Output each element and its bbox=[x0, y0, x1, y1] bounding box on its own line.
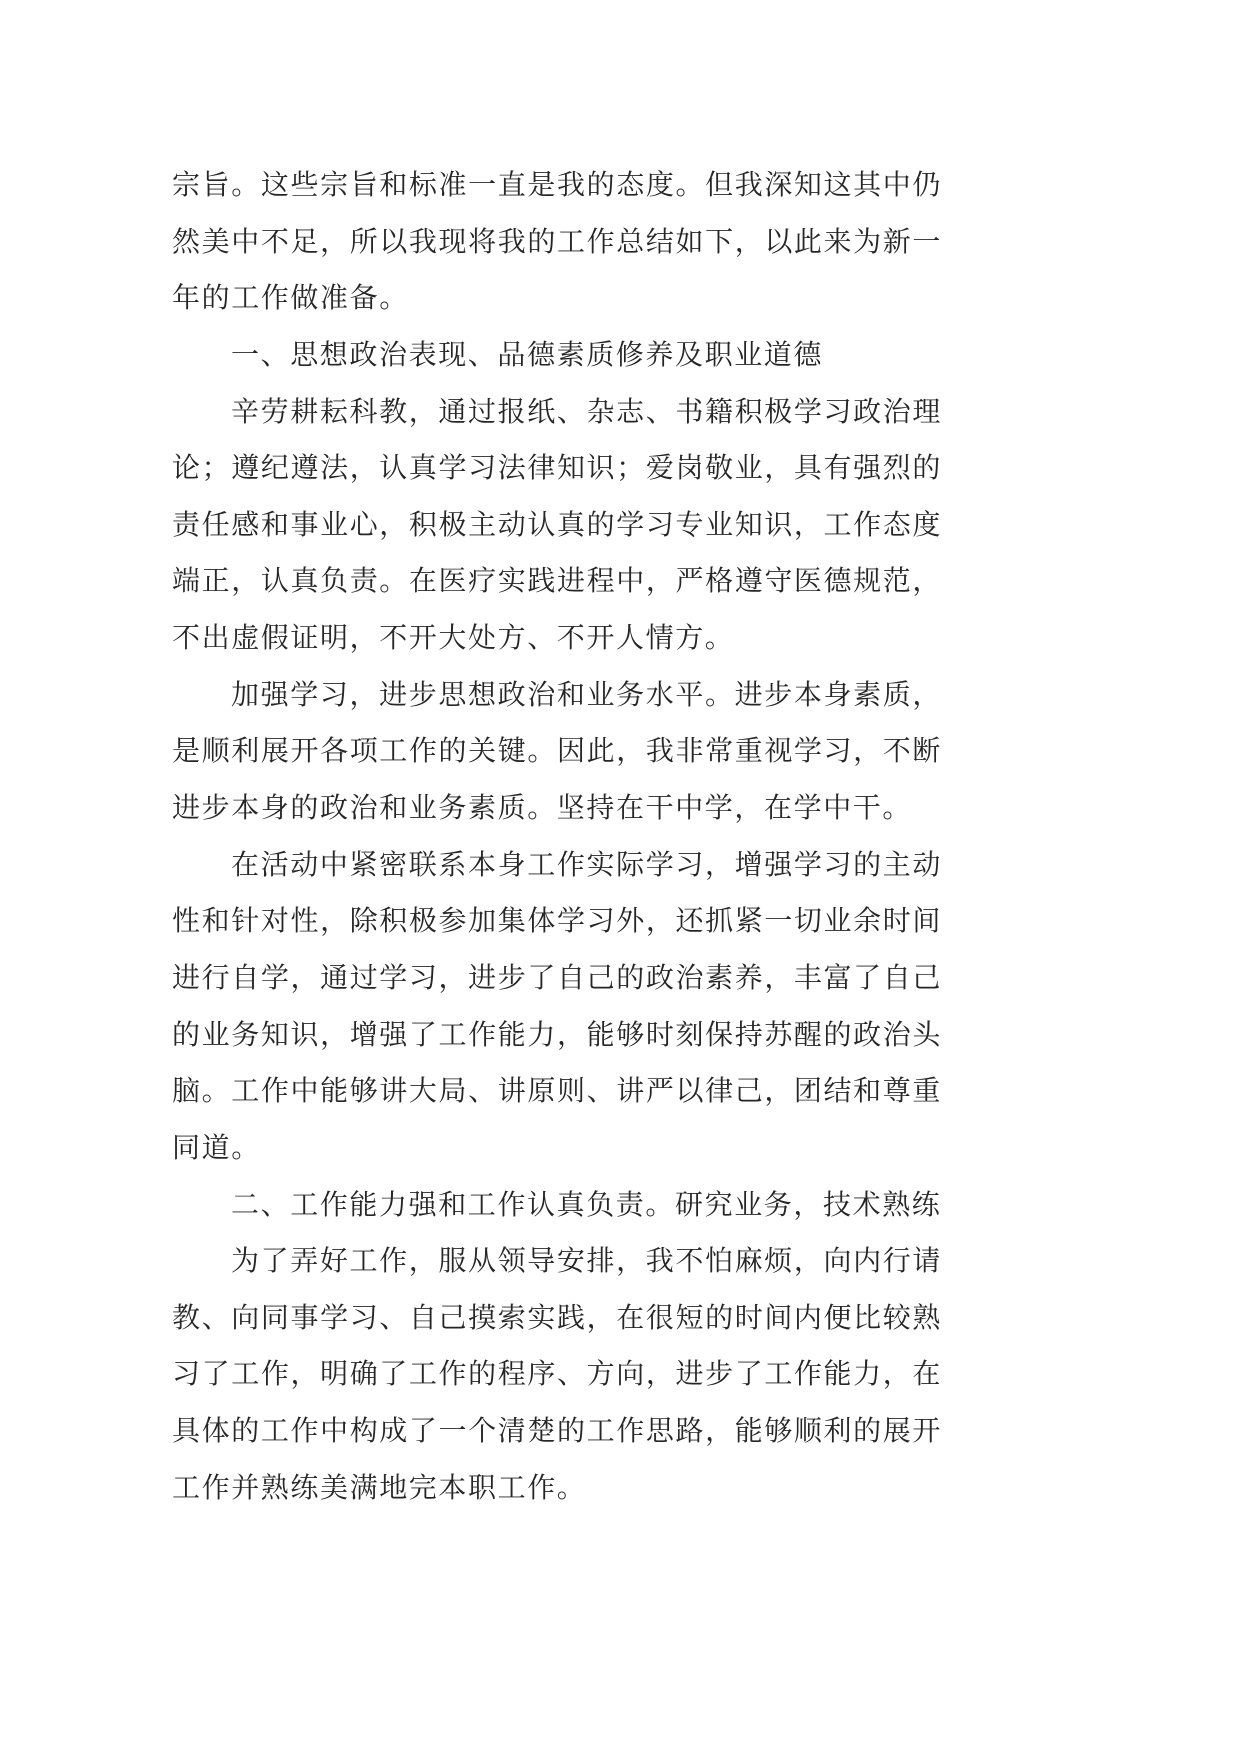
paragraph bbox=[172, 837, 942, 1177]
paragraph-line: 宗旨。这些宗旨和标准一直是我的态度。但我深知这其中仍 bbox=[172, 168, 942, 201]
paragraph-line: 年的工作做准备。 bbox=[172, 281, 409, 315]
paragraph-line: 脑。工作中能够讲大局、讲原则、讲严以律己，团结和尊重 bbox=[172, 1074, 942, 1108]
paragraph-line: 是顺利展开各项工作的关键。因此，我非常重视学习，不断 bbox=[172, 734, 942, 768]
paragraph-line: 的业务知识，增强了工作能力，能够时刻保持苏醒的政治头 bbox=[172, 1017, 942, 1051]
paragraph-line: 为了弄好工作，服从领导安排，我不怕麻烦，向内行请 bbox=[231, 1244, 942, 1278]
paragraph-line: 责任感和事业心，积极主动认真的学习专业知识，工作态度 bbox=[172, 507, 942, 541]
paragraph bbox=[172, 667, 942, 837]
paragraph-line: 具体的工作中构成了一个清楚的工作思路，能够顺利的展开 bbox=[172, 1414, 942, 1448]
paragraph-line: 性和针对性，除积极参加集体学习外，还抓紧一切业余时间 bbox=[172, 904, 942, 938]
paragraph-line: 进步本身的政治和业务素质。坚持在干中学，在学中干。 bbox=[172, 791, 913, 825]
paragraph-line: 教、向同事学习、自己摸索实践，在很短的时间内便比较熟 bbox=[172, 1300, 942, 1334]
paragraph-line: 论；遵纪遵法，认真学习法律知识；爱岗敬业，具有强烈的 bbox=[172, 451, 942, 485]
document-body bbox=[172, 157, 942, 1516]
paragraph-line: 在活动中紧密联系本身工作实际学习，增强学习的主动 bbox=[231, 847, 942, 881]
paragraph-line: 加强学习，进步思想政治和业务水平。进步本身素质， bbox=[231, 677, 942, 711]
paragraph-line: 工作并熟练美满地完本职工作。 bbox=[172, 1470, 587, 1504]
section-heading bbox=[172, 327, 942, 384]
section-heading-line: 一、思想政治表现、品德素质修养及职业道德 bbox=[231, 337, 824, 371]
paragraph-line: 进行自学，通过学习，进步了自己的政治素养，丰富了自己 bbox=[172, 960, 942, 994]
paragraph-line: 不出虚假证明，不开大处方、不开人情方。 bbox=[172, 621, 735, 655]
paragraph bbox=[172, 1233, 942, 1516]
paragraph-line: 习了工作，明确了工作的程序、方向，进步了工作能力，在 bbox=[172, 1357, 942, 1391]
paragraph-line: 然美中不足，所以我现将我的工作总结如下，以此来为新一 bbox=[172, 224, 942, 258]
paragraph-line: 辛劳耕耘科教，通过报纸、杂志、书籍积极学习政治理 bbox=[231, 394, 942, 428]
section-heading bbox=[172, 1177, 942, 1234]
paragraph-line: 同道。 bbox=[172, 1130, 261, 1164]
paragraph bbox=[172, 157, 942, 327]
paragraph bbox=[172, 384, 942, 667]
paragraph-line: 端正，认真负责。在医疗实践进程中，严格遵守医德规范， bbox=[172, 564, 942, 598]
section-heading-line: 二、工作能力强和工作认真负责。研究业务，技术熟练 bbox=[231, 1187, 942, 1221]
